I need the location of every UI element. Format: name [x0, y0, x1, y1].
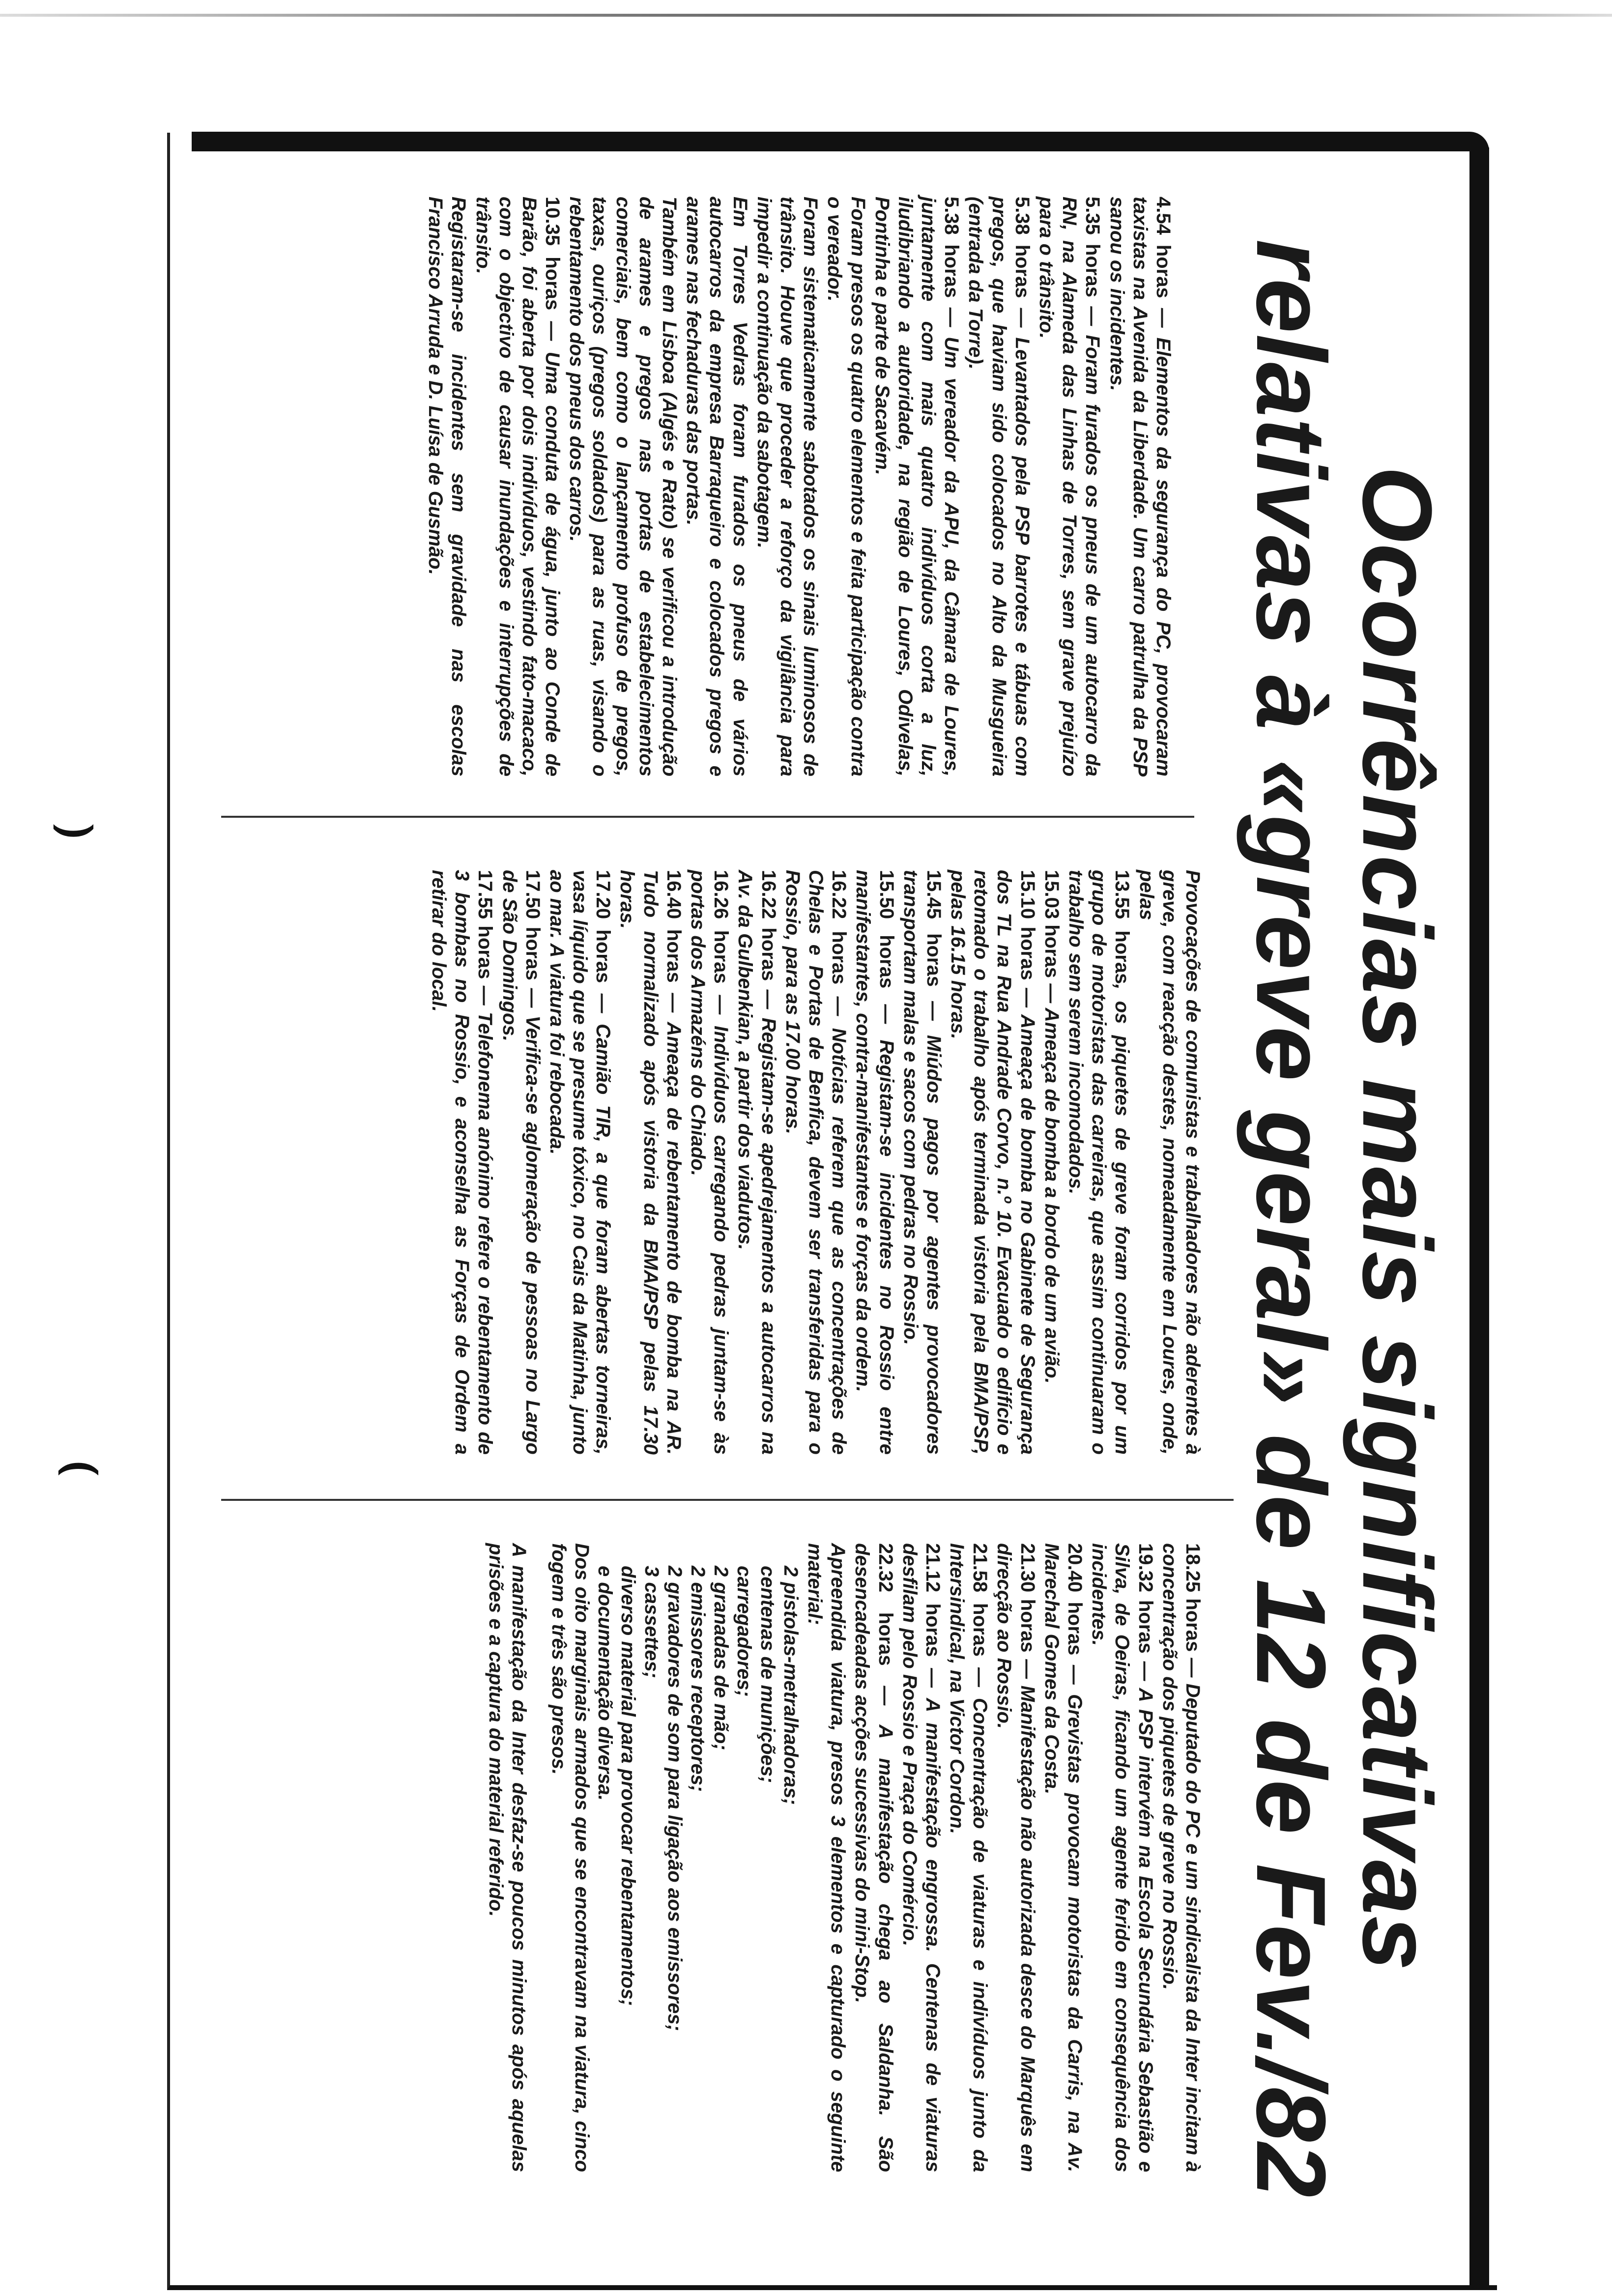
article-column-3 [483, 1543, 1204, 2172]
seizure-item: diverso material para provocar rebentamentos; [617, 1566, 639, 2006]
entry-1510: 15.10 horas — Ameaça de bomba no Gabinete de Segurança dos TL na Rua Andrade Corvo, n.º 10. Evacuado o edifício e retomado o trabalho após terminada vistoria pela BMA/PSP, pelas 16.15 horas. [947, 870, 1038, 1455]
seizure-item: 2 granadas de mão; [710, 1566, 732, 1751]
seizure-item: 3 cassettes; [640, 1566, 662, 1679]
headline-line-1: Ocorrências mais significativas [1342, 466, 1452, 1972]
paragraph-sinais: Foram sistematicamente sabotados os sinais luminosos de trânsito. Houve que proceder a reforço da vigilância para impedir a continuação da sabotagem. [753, 197, 822, 776]
crop-mark-lower: ⌢ [54, 1419, 103, 1505]
column-rule-1 [221, 816, 1194, 818]
paragraph-gap [530, 1543, 546, 2172]
entry-1720: 17.20 horas — Camião TIR, a que foram abertas torneiras, vasa líquido que se presume tóxico, no Cais da Matinha, junto ao mar. A viatura foi rebocada. [546, 870, 614, 1455]
entry-1932: 19.32 horas — A PSP intervém na Escola Secundária Sebastião e Silva, de Oeiras, ficando um agente ferido em consequência dos incidentes. [1088, 1543, 1156, 2172]
entry-1550: 15.50 horas — Registam-se incidentes no Rossio entre manifestantes, contra-manifestantes e forças da ordem. [852, 870, 897, 1455]
paragraph-escolas: Registaram-se incidentes sem gravidade nas escolas Francisco Arruda e D. Luísa de Gusmão. [425, 197, 470, 776]
seizure-item: 2 gravadores de som para ligação aos emissores; [663, 1566, 686, 2032]
entry-2112: 21.12 horas — A manifestação engrossa. Centenas de viaturas desfilam pelo Rossio e Praça do Comércio. [898, 1543, 944, 2172]
seizure-item: e documentação diversa. [594, 1566, 616, 1801]
entry-2232: 22.32 horas — A manifestação chega ao Saldanha. São desencadeadas acções sucessivas do mini-Stop. [851, 1543, 896, 2172]
seizure-item: 2 emissores receptores; [687, 1566, 709, 1792]
headline-line-2: relativas à «greve geral» de 12 de Fev./82 [1236, 239, 1346, 2199]
entry-0538b: 5.38 horas — Um vereador da APU, da Câmara de Loures, juntamente com mais quatro indivíduos corta a luz, iludibriando a autoridade, na região de Loures, Odivelas, Pontinha e parte de Sacavém. [871, 197, 963, 776]
entry-0535: 5.35 horas — Foram furados os pneus de um autocarro da RN, na Alameda das Linhas de Torres, sem grave prejuízo para o trânsito. [1036, 197, 1104, 777]
entry-1626: 16.26 horas — Indivíduos carregando pedras juntam-se às portas dos Armazéns do Chiado. [687, 870, 732, 1455]
column-rule-2 [221, 1499, 1234, 1501]
paragraph-lisboa: Também em Lisboa (Algés e Rato) se verificou a introdução de arames e pregos nas portas de estabelecimentos comerciais, bem como o lançamento profuso de pregos, taxas, ouriços (pregos soldados) para as ruas, visando o rebentamento dos pneus dos carros. [566, 197, 681, 776]
paragraph-provocacoes: Provocações de comunistas e trabalhadores não aderentes à greve, com reacção destes, nomeadamente em Loures, onde, pelas [1135, 870, 1204, 1455]
entry-1035: 10.35 horas — Uma conduta de água, junto ao Conde de Barão, foi aberta por dois indivíduos, vestindo fato-macaco, com o objectivo de causar inundações e interrupções de trânsito. [472, 197, 564, 776]
seizure-item: centenas de munições; [756, 1566, 778, 1783]
article-column-2 [426, 870, 1204, 1455]
scan-edge-line [0, 14, 1612, 17]
entry-1622a: 16.22 horas — Notícias referem que as concentrações de Chelas e Portas de Benfica, devem ser transferidas para o Rossio, para as 17.00 horas. [781, 870, 850, 1455]
seizure-intro: Apreendida viatura, presos 3 elementos e capturado o seguinte material: [804, 1543, 849, 2172]
paragraph-inter-desfaz: A manifestação da Inter desfaz-se poucos minutos após aquelas prisões e a captura do material referido. [485, 1543, 530, 2172]
entry-1355: 13.55 horas, os piquetes de greve foram corridos por um grupo de motoristas das carreiras, que assim continuaram o trabalho sem serem incomodados. [1065, 870, 1133, 1455]
entry-0454: 4.54 horas — Elementos da segurança do PC, provocaram taxistas na Avenida da Liberdade. Um carro patrulha da PSP sanou os incidentes. [1106, 197, 1174, 776]
article-column-1 [423, 197, 1175, 776]
entry-1503: 15.03 horas — Ameaça de bomba a bordo de um avião. [1040, 870, 1063, 1384]
frame-right-bar [1469, 147, 1489, 2290]
frame-top-bar [192, 132, 1489, 151]
article-headline [1238, 162, 1450, 2275]
paragraph-torres-vedras: Em Torres Vedras foram furados os pneus de vários autocarros da empresa Barraqueiro e colocados pregos e arames nas fechaduras das portas. [683, 197, 751, 776]
crop-mark-upper: ⌣ [49, 780, 98, 866]
entry-2130: 21.30 horas — Manifestação não autorizada desce do Marquês em direcção ao Rossio. [993, 1543, 1038, 2173]
seizure-item: 2 pistolas-metralhadoras; [779, 1566, 802, 1805]
entry-1640: 16.40 horas — Ameaça de rebentamento de bomba na AR. Tudo normalizado após vistoria da BMA/PSP pelas 17.30 horas. [616, 870, 685, 1455]
entry-1622b: 16.22 horas — Registam-se apedrejamentos a autocarros na Av. da Gulbenkian, a partir dos viadutos. [734, 870, 779, 1455]
paragraph-marginais: Dos oito marginais armados que se encontravam na viatura, cinco fogem e três são presos. [547, 1543, 593, 2172]
paragraph-presos: Foram presos os quatro elementos e feita participação contra o vereador. [824, 197, 869, 776]
rotated-article [182, 162, 1450, 2275]
entry-1750: 17.50 horas — Verifica-se aglomeração de pessoas no Largo de São Domingos. [498, 870, 544, 1455]
entry-2040: 20.40 horas — Grevistas provocam motoristas da Carris, na Av. Marechal Gomes da Costa. [1040, 1543, 1086, 2172]
entry-2158: 21.58 horas — Concentração de viaturas e indivíduos junto da Intersindical, na Victor Cordon. [946, 1543, 991, 2172]
entry-1755: 17.55 horas — Telefonema anónimo refere o rebentamento de 3 bombas no Rossio, e aconselha as Forças de Ordem a retirar do local. [428, 870, 496, 1455]
entry-1545: 15.45 horas — Miúdos pagos por agentes provocadores transportam malas e sacos com pedras no Rossio. [899, 870, 945, 1455]
entry-0538a: 5.38 horas — Levantados pela PSP barrotes e tábuas com pregos, que haviam sido colocados no Alto da Musgueira (entrada da Torre). [965, 197, 1033, 776]
seizure-item: carregadores; [733, 1566, 755, 1697]
entry-1825: 18.25 horas — Deputado do PC e um sindicalista da Inter incitam à concentração dos piquetes de greve no Rossio. [1158, 1543, 1204, 2172]
